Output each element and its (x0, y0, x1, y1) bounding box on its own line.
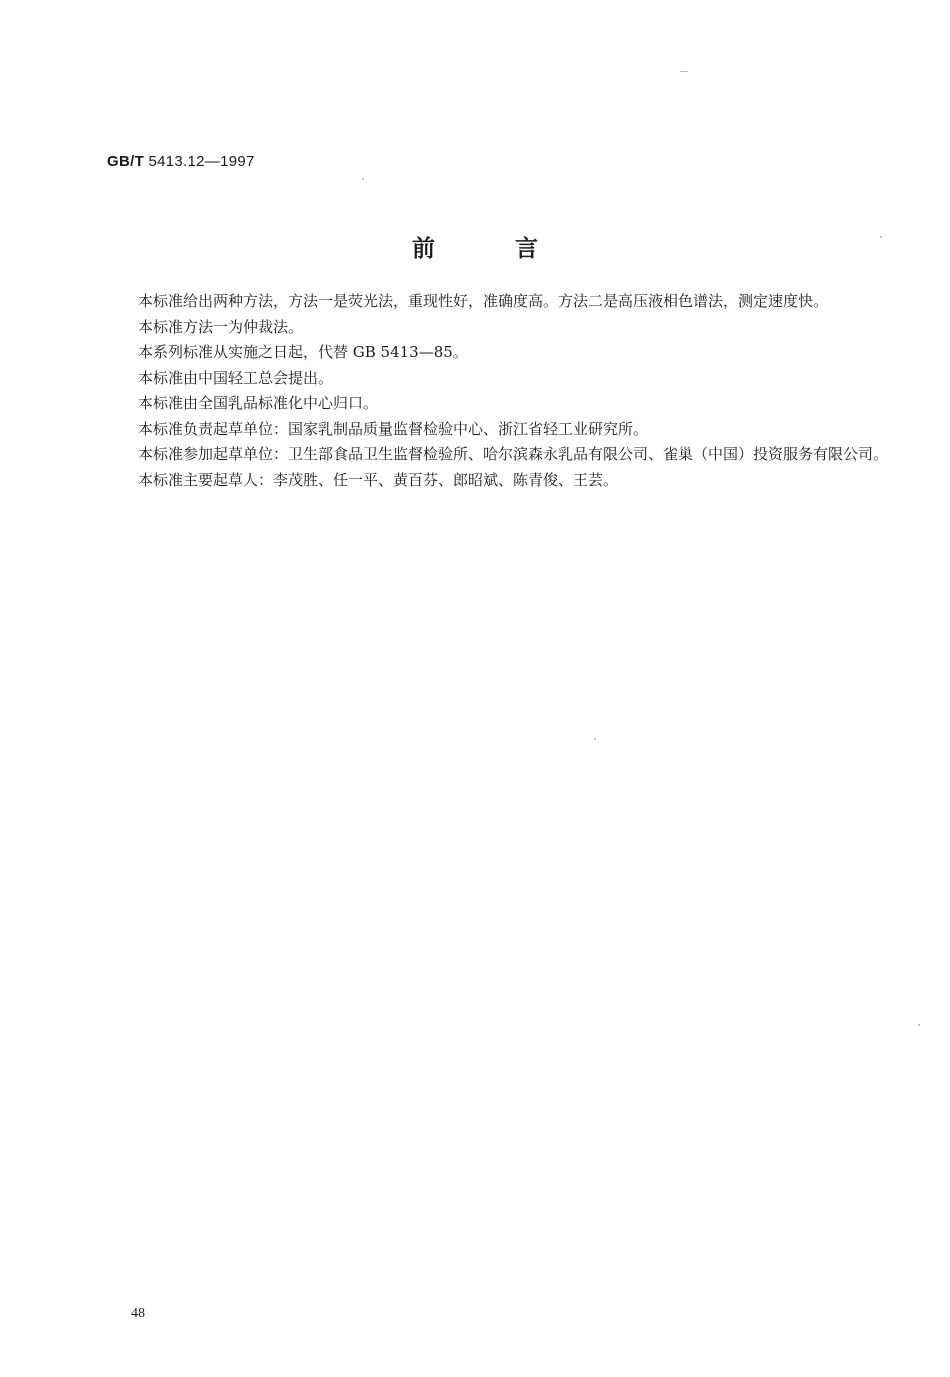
paragraph-replacement: 本系列标准从实施之日起，代替 GB 5413—85。 (138, 343, 468, 361)
scan-speck (918, 1024, 920, 1026)
paragraph-arbitration: 本标准方法一为仲裁法。 (138, 317, 304, 336)
scan-speck (680, 71, 688, 72)
scan-speck (880, 236, 882, 238)
paragraph-centralized: 本标准由全国乳品标准化中心归口。 (138, 394, 379, 412)
paragraph-methods: 本标准给出两种方法，方法一是荧光法，重现性好，准确度高。方法二是高压液相色谱法，测定速度快。 (138, 292, 829, 310)
paragraph-proposer: 本标准由中国轻工总会提出。 (138, 368, 334, 387)
page-number: 48 (131, 1306, 145, 1321)
page-title: 前言 (412, 236, 618, 262)
standard-code (107, 153, 255, 170)
scan-speck (594, 738, 596, 740)
standard-prefix: GB/T (107, 153, 145, 170)
paragraph-responsible-drafters: 本标准负责起草单位：国家乳制品质量监督检验中心、浙江省轻工业研究所。 (138, 419, 649, 438)
paragraph-main-drafters: 本标准主要起草人：李茂胜、任一平、黄百芬、郎昭斌、陈青俊、王芸。 (138, 470, 619, 489)
standard-number: 5413.12—1997 (148, 153, 255, 170)
scan-speck (362, 178, 364, 180)
paragraph-participating-drafters: 本标准参加起草单位：卫生部食品卫生监督检验所、哈尔滨森永乳品有限公司、雀巢（中国）投资服务有限公司。 (138, 445, 889, 463)
foreword-body (108, 289, 908, 493)
